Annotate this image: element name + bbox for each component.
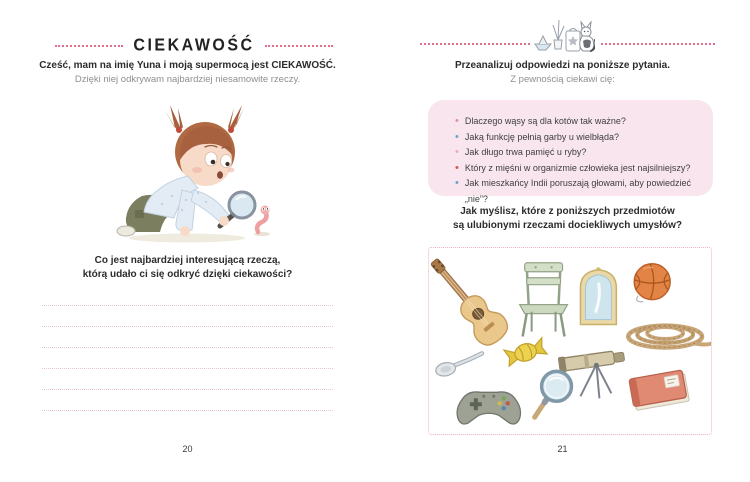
bullet-dot: •: [455, 177, 459, 189]
guitar-illustration: [429, 250, 513, 350]
worm-illustration: [254, 206, 270, 237]
bullet-dot: •: [455, 146, 459, 158]
right-task-prompt: [420, 205, 715, 233]
task-line-2: są ulubionymi rzeczami dociekliwych umysłów?: [453, 220, 682, 231]
basketball-illustration: [634, 264, 670, 302]
left-intro-sub: Dzięki niej odkrywam najbardziej niesamowite rzeczy.: [74, 74, 301, 85]
left-intro-bold: Cześć, mam na imię Yuna i moją supermocą jest CIEKAWOŚĆ.: [39, 60, 336, 71]
question-item: [455, 176, 699, 207]
writing-line: [42, 369, 333, 390]
question-item: [455, 114, 699, 130]
writing-line: [42, 390, 333, 411]
page-title: CIEKAWOŚĆ: [133, 36, 255, 55]
objects-box: [428, 247, 712, 435]
right-intro-sub: Z pewnością ciekawi cię:: [510, 74, 615, 85]
question-item: [455, 130, 699, 146]
left-question-prompt: [0, 254, 375, 282]
spoon-illustration: [434, 353, 485, 377]
question-list: [428, 100, 713, 207]
writing-lines: [42, 285, 333, 411]
magnifying-glass-illustration: [535, 371, 572, 417]
right-intro-bold: Przeanalizuj odpowiedzi na poniższe pytania.: [454, 60, 671, 71]
question-text: Jaką funkcję pełnią garby u wielbłąda?: [464, 131, 619, 142]
question-text: Który z mięśni w organizmie człowieka jest najsilniejszy?: [464, 162, 691, 173]
question-item: [455, 161, 699, 177]
left-page-number: 20: [182, 444, 193, 454]
writing-line: [42, 327, 333, 348]
writing-line: [42, 285, 333, 306]
question-text: Dlaczego wąsy są dla kotów tak ważne?: [464, 116, 626, 126]
left-page-header: [55, 37, 333, 55]
cat-and-boat-sketch-illustration: [533, 11, 595, 55]
question-item: [455, 145, 699, 161]
writing-line: [42, 348, 333, 369]
bullet-dot: •: [455, 115, 459, 127]
mirror-illustration: [580, 267, 616, 324]
right-page-number: 21: [557, 444, 568, 454]
question-text: Jak długo trwa pamięć u ryby?: [464, 147, 587, 157]
writing-line: [42, 306, 333, 327]
rope-illustration: [628, 326, 711, 348]
book-illustration: [629, 370, 689, 411]
dotted-rule: [601, 43, 715, 45]
bullet-dot: •: [455, 161, 459, 174]
dotted-rule: [420, 43, 530, 45]
objects-illustration: [429, 248, 711, 434]
questions-box: [428, 100, 713, 204]
bullet-dot: •: [455, 130, 459, 143]
prompt-line-1: Co jest najbardziej interesującą rzeczą,: [94, 255, 281, 266]
prompt-line-2: którą udało ci się odkryć dzięki ciekawości?: [82, 269, 293, 280]
game-controller-illustration: [457, 392, 520, 424]
question-text: Jak mieszkańcy Indii poruszają głowami, aby powiedzieć „nie”?: [464, 178, 691, 204]
chair-illustration: [520, 263, 568, 337]
girl-with-magnifier-illustration: [112, 100, 272, 245]
dotted-rule: [55, 45, 123, 47]
task-line-1: Jak myślisz, które z poniższych przedmiotów: [460, 206, 675, 217]
dotted-rule: [265, 45, 333, 47]
candy-illustration: [504, 338, 547, 367]
